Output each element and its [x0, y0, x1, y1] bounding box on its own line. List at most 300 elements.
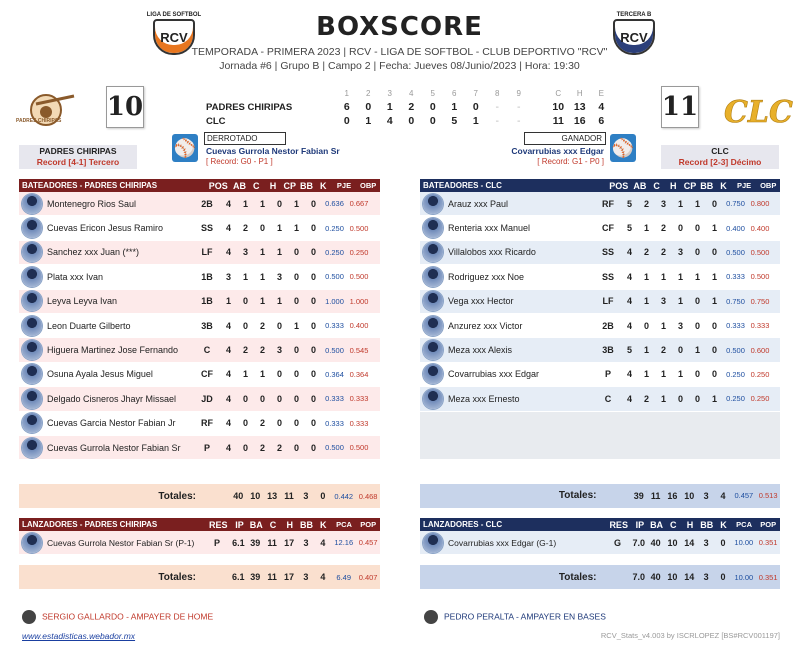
- total-k: 4: [720, 490, 726, 501]
- total-errors: 4: [598, 101, 605, 113]
- pos: SS: [200, 223, 213, 234]
- ab: 4: [626, 369, 632, 380]
- away-team-name: CLC: [711, 146, 729, 156]
- cp: 1: [677, 369, 683, 380]
- player-avatar-icon: [22, 291, 42, 311]
- total-runs: 10: [552, 101, 565, 113]
- k: 1: [711, 296, 717, 307]
- linescore-header: [206, 86, 612, 100]
- col-bb: BB: [300, 519, 314, 530]
- col-h: H: [670, 180, 677, 191]
- pje: 0.333: [325, 321, 344, 331]
- linescore-team-name: PADRES CHIRIPAS: [206, 101, 293, 113]
- c: 0: [242, 296, 248, 307]
- inning-runs: 0: [472, 101, 479, 113]
- player-name: Cuevas Gurrola Nestor Fabian Sr: [47, 442, 181, 453]
- winning-pitcher-icon: ⚾: [610, 134, 636, 162]
- inning-runs: 6: [343, 101, 350, 113]
- obp: 0.500: [750, 247, 770, 257]
- player-name: Meza xxx Alexis: [448, 345, 513, 356]
- total-ab: 40: [233, 491, 244, 502]
- cp: 3: [677, 247, 683, 258]
- col-res: RES: [609, 519, 628, 530]
- linescore-row-away: [206, 114, 612, 128]
- h: 0: [259, 393, 265, 404]
- player-avatar-icon: [22, 389, 42, 409]
- k: 0: [310, 247, 316, 258]
- obp: 0.667: [349, 199, 369, 209]
- errors-head: E: [598, 88, 604, 98]
- player-name: Arauz xxx Paul: [448, 198, 509, 209]
- col-bb: BB: [300, 180, 314, 191]
- empty-rows: [420, 412, 780, 460]
- h: 2: [660, 345, 666, 356]
- total-hits: 13: [573, 101, 586, 113]
- pje: 0.333: [325, 418, 344, 428]
- pitching-header-away: [420, 518, 780, 531]
- total-errors: 6: [598, 115, 605, 127]
- away-score: 11: [661, 86, 699, 128]
- c: 1: [242, 198, 248, 209]
- col-pos: POS: [609, 180, 629, 191]
- batting-title: BATEADORES - CLC: [423, 181, 502, 190]
- batter-row: [420, 338, 780, 362]
- bb: 1: [293, 223, 299, 234]
- inning-runs: 1: [386, 101, 393, 113]
- k: 0: [310, 296, 316, 307]
- cp: 0: [677, 223, 683, 234]
- batter-row: [19, 241, 380, 265]
- winning-pitcher-name: Covarrubias xxx Edgar: [511, 146, 604, 156]
- cp: 3: [276, 271, 282, 282]
- bb: 3: [303, 537, 309, 548]
- player-avatar-icon: [22, 364, 42, 384]
- player-name: Meza xxx Ernesto: [448, 393, 520, 404]
- inning-runs: -: [495, 101, 499, 113]
- h: 1: [259, 369, 265, 380]
- ab: 4: [225, 442, 231, 453]
- k: 0: [310, 393, 316, 404]
- k: 0: [310, 369, 316, 380]
- pje: 0.400: [726, 223, 745, 233]
- res: P: [213, 537, 220, 548]
- losing-pitcher-record: [ Record: G0 - P1 ]: [206, 157, 273, 166]
- col-k: K: [320, 519, 327, 530]
- bb: 0: [694, 247, 700, 258]
- bb: 1: [694, 271, 700, 282]
- pje: 0.333: [726, 321, 745, 331]
- inning-runs: 0: [408, 115, 415, 127]
- umpire-bases-label: PEDRO PERALTA - AMPAYER EN BASES: [444, 611, 606, 622]
- k: 1: [711, 271, 717, 282]
- c: 0: [242, 418, 248, 429]
- obp: 0.250: [750, 394, 770, 404]
- batting-totals-away: [420, 484, 780, 508]
- c: 0: [242, 320, 248, 331]
- pos: RF: [602, 198, 614, 209]
- obp: 0.250: [349, 247, 369, 257]
- total-pca: 6.49: [336, 572, 352, 582]
- cp: 3: [276, 345, 282, 356]
- total-ba: 40: [650, 572, 661, 583]
- batter-row: [420, 290, 780, 314]
- pje: 0.333: [325, 394, 344, 404]
- player-name: Plata xxx Ivan: [47, 271, 104, 282]
- clc-logo-icon: [722, 88, 793, 132]
- total-pje: 0.442: [334, 491, 354, 501]
- h: 17: [284, 537, 295, 548]
- ab: 5: [626, 345, 632, 356]
- cp: 0: [276, 393, 282, 404]
- k: 0: [310, 223, 316, 234]
- losing-pitcher-box: [204, 132, 286, 145]
- h: 2: [259, 320, 265, 331]
- pje: 0.636: [325, 199, 344, 209]
- player-name: Renteria xxx Manuel: [448, 223, 531, 234]
- pje: 0.250: [726, 394, 745, 404]
- inning-2: 2: [366, 88, 371, 98]
- c: 1: [643, 296, 649, 307]
- pos: SS: [601, 247, 614, 258]
- cp: 0: [276, 418, 282, 429]
- ba: 39: [250, 537, 261, 548]
- ab: 4: [626, 296, 632, 307]
- ab: 4: [225, 198, 231, 209]
- col-c: C: [252, 180, 260, 191]
- h: 2: [259, 442, 265, 453]
- bb: 1: [293, 320, 299, 331]
- c: 1: [643, 271, 649, 282]
- player-avatar-icon: [423, 218, 443, 238]
- winning-pitcher-record: [ Record: G1 - P0 ]: [537, 157, 604, 166]
- winning-pitcher-box: [524, 132, 606, 145]
- k: 0: [711, 320, 717, 331]
- ip: 7.0: [632, 537, 646, 548]
- pitching-table-away: [420, 518, 780, 589]
- batter-row: [19, 216, 380, 240]
- k: 0: [310, 418, 316, 429]
- ab: 5: [626, 223, 632, 234]
- c: 2: [242, 223, 248, 234]
- total-k: 4: [320, 572, 326, 583]
- inning-runs: 0: [429, 101, 436, 113]
- k: 0: [310, 345, 316, 356]
- c: 0: [242, 442, 248, 453]
- pos: 1B: [201, 296, 213, 307]
- obp: 0.545: [349, 345, 369, 355]
- pitching-header-home: [19, 518, 380, 531]
- player-name: Cuevas Ericon Jesus Ramiro: [47, 223, 164, 234]
- pitching-title: LANZADORES - PADRES CHIRIPAS: [22, 520, 158, 529]
- batter-row: [19, 290, 380, 314]
- obp: 0.333: [349, 418, 369, 428]
- umpire-home: [22, 610, 213, 624]
- obp: 0.400: [750, 223, 770, 233]
- col-pje: PJE: [336, 181, 352, 190]
- h: 1: [660, 369, 666, 380]
- c: 0: [643, 320, 649, 331]
- h: 0: [259, 223, 265, 234]
- batter-row: [19, 338, 380, 362]
- pop: 0.351: [758, 538, 778, 548]
- pos: CF: [201, 369, 213, 380]
- h: 2: [259, 345, 265, 356]
- k: 0: [310, 271, 316, 282]
- total-c: 10: [250, 491, 261, 502]
- batter-row: [19, 387, 380, 411]
- batting-table-home: [19, 179, 380, 508]
- total-pje: 0.457: [734, 491, 754, 501]
- bb: 3: [703, 537, 709, 548]
- obp: 0.333: [750, 321, 770, 331]
- player-name: Leon Duarte Gilberto: [47, 320, 131, 331]
- c: 1: [242, 369, 248, 380]
- total-h: 16: [667, 490, 678, 501]
- h: 1: [660, 271, 666, 282]
- obp: 0.333: [349, 394, 369, 404]
- col-ba: BA: [249, 519, 263, 530]
- player-avatar-icon: [22, 267, 42, 287]
- pitching-totals-away: [420, 565, 780, 589]
- ab: 4: [225, 247, 231, 258]
- header-line-2: Jornada #6 | Grupo B | Campo 2 | Fecha: Jueves 08/Junio/2023 | Hora: 19:30: [219, 60, 580, 72]
- loser-label: DERROTADO: [204, 132, 286, 145]
- player-name: Montenegro Rios Saul: [47, 198, 137, 209]
- website-link[interactable]: www.estadisticas.webador.mx: [22, 631, 136, 641]
- res: G: [613, 537, 621, 548]
- pitcher-name: Covarrubias xxx Edgar (G-1): [448, 537, 557, 548]
- inning-runs: 1: [472, 115, 479, 127]
- away-team-logo: [722, 88, 793, 132]
- pitching-title: LANZADORES - CLC: [423, 520, 503, 529]
- player-avatar-icon: [423, 533, 443, 553]
- player-avatar-icon: [22, 438, 42, 458]
- losing-pitcher-icon: ⚾: [172, 134, 198, 162]
- pje: 0.250: [325, 247, 344, 257]
- padres-logo-icon: [18, 90, 78, 130]
- obp: 0.500: [349, 272, 369, 282]
- bb: 0: [293, 247, 299, 258]
- pos: RF: [201, 418, 213, 429]
- col-ab: AB: [232, 180, 246, 191]
- cp: 3: [677, 320, 683, 331]
- player-name: Osuna Ayala Jesus Miguel: [47, 369, 153, 380]
- player-avatar-icon: [423, 194, 443, 214]
- logo-right-text: RCV: [620, 29, 648, 45]
- umpire-bases: [424, 610, 606, 624]
- inning-6: 6: [452, 88, 457, 98]
- umpire-home-label: SERGIO GALLARDO - AMPAYER DE HOME: [42, 611, 214, 622]
- total-ba: 39: [250, 572, 261, 583]
- ab: 4: [626, 247, 632, 258]
- winner-label: GANADOR: [524, 132, 606, 145]
- total-hits: 16: [573, 115, 586, 127]
- h: 14: [684, 537, 695, 548]
- page-title: BOXSCORE: [316, 12, 483, 42]
- col-res: RES: [209, 519, 228, 530]
- player-avatar-icon: [423, 267, 443, 287]
- pitching-table-home: [19, 518, 380, 589]
- col-pje: PJE: [737, 181, 752, 190]
- total-ip: 7.0: [632, 572, 645, 583]
- pos: 2B: [201, 198, 213, 209]
- ab: 4: [626, 393, 632, 404]
- away-team-record: Record [2-3] Décimo: [678, 157, 762, 167]
- player-avatar-icon: [22, 316, 42, 336]
- inning-runs: -: [517, 115, 521, 127]
- pos: P: [604, 369, 611, 380]
- player-avatar-icon: [423, 364, 443, 384]
- col-k: K: [720, 180, 727, 191]
- pos: LF: [602, 296, 614, 307]
- player-avatar-icon: [423, 340, 443, 360]
- c: 1: [242, 271, 248, 282]
- k: 0: [711, 198, 717, 209]
- ab: 4: [225, 418, 231, 429]
- cp: 1: [276, 296, 282, 307]
- inning-8: 8: [495, 88, 500, 98]
- col-obp: OBP: [360, 181, 377, 190]
- bb: 1: [694, 198, 700, 209]
- col-pca: PCA: [336, 520, 352, 529]
- batter-row: [19, 192, 380, 216]
- pje: 0.500: [726, 247, 745, 257]
- ab: 1: [225, 296, 231, 307]
- h: 1: [259, 198, 265, 209]
- bb: 1: [293, 198, 299, 209]
- total-pop: 0.407: [358, 572, 378, 582]
- inning-runs: 5: [451, 115, 458, 127]
- pos: C: [203, 345, 211, 356]
- batter-row: [19, 265, 380, 289]
- h: 1: [259, 296, 265, 307]
- inning-3: 3: [387, 88, 392, 98]
- ab: 4: [626, 320, 632, 331]
- cp: 0: [677, 393, 683, 404]
- player-name: Delgado Cisneros Jhayr Missael: [47, 393, 177, 404]
- total-bb: 3: [303, 572, 309, 583]
- pje: 0.750: [726, 296, 745, 306]
- inning-4: 4: [409, 88, 414, 98]
- batter-row: [420, 314, 780, 338]
- batter-row: [420, 363, 780, 387]
- version-note: RCV_Stats_v4.003 by ISCRLOPEZ [BS#RCV001197]: [600, 631, 780, 640]
- total-ab: 39: [633, 490, 644, 501]
- losing-pitcher-name: Cuevas Gurrola Nestor Fabian Sr: [206, 146, 340, 156]
- player-avatar-icon: [423, 242, 443, 262]
- home-team-record: Record [4-1] Tercero: [36, 157, 120, 167]
- pje: 0.333: [726, 272, 745, 282]
- inning-1: 1: [344, 88, 349, 98]
- col-h: H: [269, 180, 277, 191]
- ab: 4: [225, 345, 231, 356]
- obp: 1.000: [349, 296, 369, 306]
- cp: 1: [276, 223, 282, 234]
- k: 0: [711, 247, 717, 258]
- batter-row: [420, 192, 780, 216]
- col-pop: POP: [760, 520, 777, 529]
- totals-label: Totales:: [158, 571, 196, 583]
- col-c: C: [653, 180, 660, 191]
- player-name: Cuevas Garcia Nestor Fabian Jr: [47, 418, 176, 429]
- bb: 1: [694, 345, 700, 356]
- cp: 0: [276, 369, 282, 380]
- logo-left-caption: LIGA DE SOFTBOL: [146, 12, 202, 18]
- player-avatar-icon: [423, 291, 443, 311]
- bb: 0: [293, 296, 299, 307]
- h: 2: [259, 418, 265, 429]
- player-name: Covarrubias xxx Edgar: [448, 369, 540, 380]
- col-ip: IP: [235, 519, 244, 530]
- h: 3: [660, 296, 666, 307]
- batting-header-home: [19, 179, 380, 192]
- k: 1: [711, 393, 717, 404]
- player-avatar-icon: [423, 316, 443, 336]
- player-avatar-icon: [22, 533, 42, 553]
- obp: 0.500: [349, 443, 369, 453]
- batter-row: [420, 387, 780, 411]
- bb: 0: [293, 418, 299, 429]
- col-bb: BB: [700, 519, 714, 530]
- total-c: 10: [667, 572, 678, 583]
- k: 0: [310, 198, 316, 209]
- pos: SS: [601, 271, 614, 282]
- c: 2: [643, 198, 649, 209]
- obp: 0.800: [750, 199, 770, 209]
- col-obp: OBP: [760, 181, 777, 190]
- c: 2: [643, 393, 649, 404]
- home-logo-text: PADRES CHIRIPAS: [16, 118, 62, 124]
- total-bb: 3: [303, 491, 309, 502]
- player-name: Vega xxx Hector: [448, 296, 514, 307]
- bb: 0: [694, 320, 700, 331]
- pca: 10.00: [734, 538, 754, 548]
- bb: 0: [694, 393, 700, 404]
- runs-head: C: [555, 88, 562, 98]
- batting-title: BATEADORES - PADRES CHIRIPAS: [22, 181, 158, 190]
- col-pos: POS: [208, 180, 228, 191]
- bb: 0: [694, 223, 700, 234]
- player-avatar-icon: [423, 389, 443, 409]
- c: 3: [242, 247, 248, 258]
- total-c: 11: [267, 572, 277, 583]
- cp: 1: [677, 198, 683, 209]
- h: 3: [660, 198, 666, 209]
- batting-header-away: [420, 179, 780, 192]
- k: 1: [711, 223, 717, 234]
- h: 1: [259, 271, 265, 282]
- h: 1: [660, 393, 666, 404]
- bb: 0: [293, 393, 299, 404]
- obp: 0.500: [750, 272, 770, 282]
- ab: 3: [225, 271, 231, 282]
- umpire-icon: [22, 610, 36, 624]
- inning-5: 5: [430, 88, 435, 98]
- total-cp: 11: [284, 491, 294, 502]
- pje: 0.500: [325, 272, 344, 282]
- c: 2: [643, 247, 649, 258]
- ab: 4: [626, 271, 632, 282]
- home-team-card: [19, 145, 137, 169]
- ab: 4: [225, 320, 231, 331]
- pitcher-row: [19, 531, 380, 555]
- k: 0: [711, 345, 717, 356]
- col-k: K: [320, 180, 327, 191]
- pos: CF: [602, 223, 614, 234]
- pos: C: [604, 393, 612, 404]
- c: 10: [667, 537, 678, 548]
- cp: 0: [276, 320, 282, 331]
